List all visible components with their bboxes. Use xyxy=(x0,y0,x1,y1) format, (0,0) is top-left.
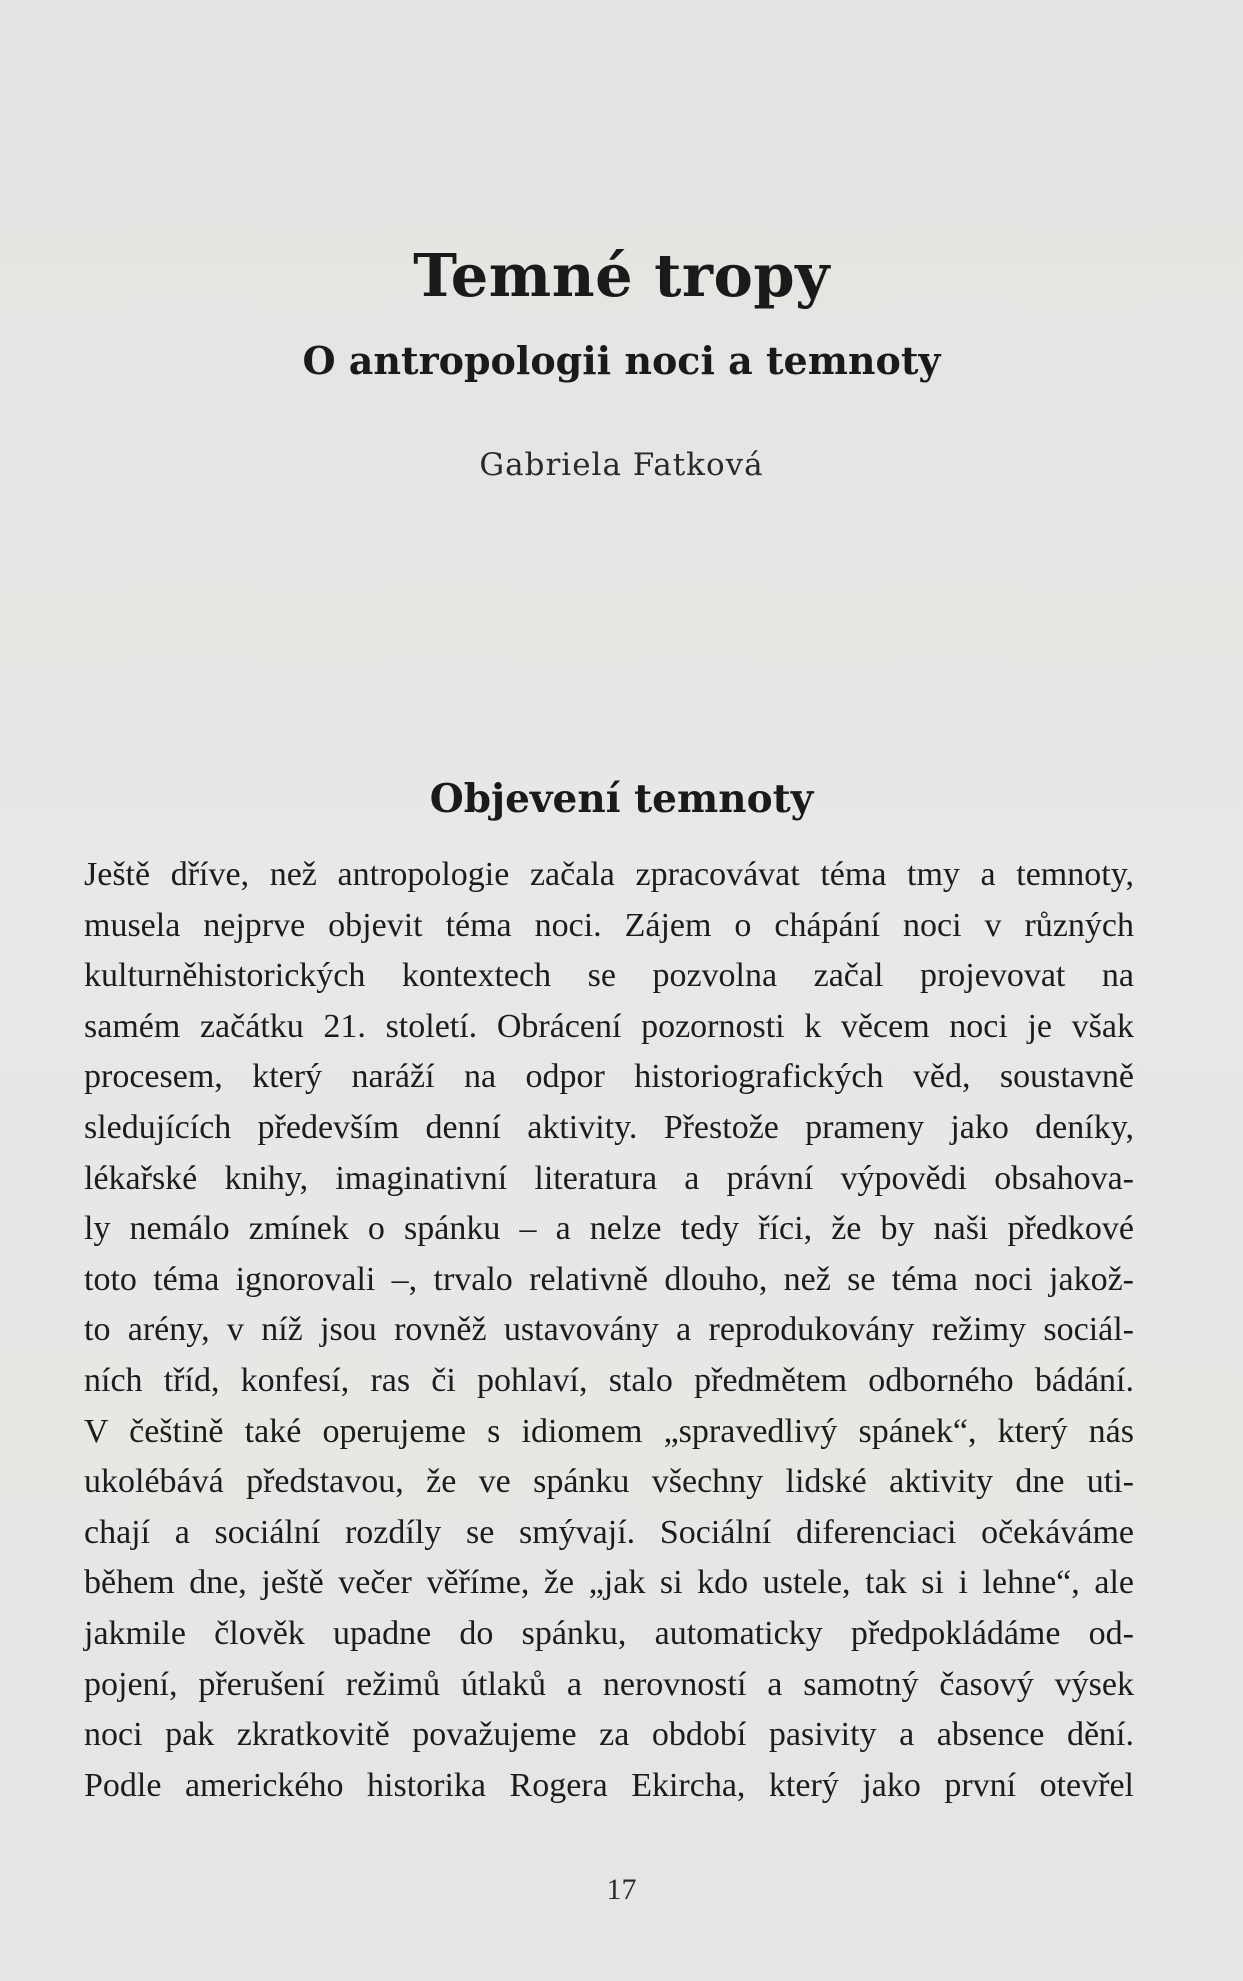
text-line: Ještě dříve, než antropologie začala zpracovávat téma tmy a temnoty, xyxy=(84,856,1134,893)
text-line: kulturněhistorických kontextech se pozvolna začal projevovat na xyxy=(84,957,1134,995)
text-line: noci pak zkratkovitě považujeme za období pasivity a absence dění. xyxy=(84,1716,1134,1754)
text-line: to arény, v níž jsou rovněž ustavovány a reprodukovány režimy sociál- xyxy=(84,1311,1134,1349)
text-line: samém začátku 21. století. Obrácení pozornosti k věcem noci je však xyxy=(84,1007,1134,1045)
text-line: pojení, přerušení režimů útlaků a nerovností a samotný časový výsek xyxy=(84,1665,1134,1703)
chapter-title: Temné tropy xyxy=(413,241,830,310)
text-line: Podle amerického historika Rogera Ekircha, který jako první otevřel xyxy=(84,1766,1134,1804)
section-heading: Objevení temnoty xyxy=(429,776,814,822)
text-line: chají a sociální rozdíly se smývají. Sociální diferenciaci očekáváme xyxy=(84,1513,1134,1551)
text-line: během dne, ještě večer věříme, že „jak si kdo ustele, tak si i lehne“, ale xyxy=(84,1564,1134,1602)
text-line: lékařské knihy, imaginativní literatura a právní výpovědi obsahova- xyxy=(84,1159,1134,1197)
text-line: V češtině také operujeme s idiomem „spravedlivý spánek“, který nás xyxy=(84,1412,1134,1450)
chapter-subtitle: O antropologii noci a temnoty xyxy=(302,338,941,383)
body-paragraph xyxy=(84,850,1134,1811)
text-line: jakmile člověk upadne do spánku, automaticky předpokládáme od- xyxy=(84,1614,1134,1652)
text-line: musela nejprve objevit téma noci. Zájem o chápání noci v různých xyxy=(84,906,1134,944)
text-line: ly nemálo zmínek o spánku – a nelze tedy říci, že by naši předkové xyxy=(84,1210,1134,1248)
author-name: Gabriela Fatková xyxy=(479,447,764,483)
text-line: ních tříd, konfesí, ras či pohlaví, stalo předmětem odborného bádání. xyxy=(84,1361,1134,1399)
text-line: ukolébává představou, že ve spánku všechny lidské aktivity dne uti- xyxy=(84,1463,1134,1501)
text-line: procesem, který naráží na odpor historiografických věd, soustavně xyxy=(84,1058,1134,1096)
text-line: toto téma ignorovali –, trvalo relativně dlouho, než se téma noci jakož- xyxy=(84,1260,1134,1298)
page-number: 17 xyxy=(606,1873,637,1906)
text-line: sledujících především denní aktivity. Přestože prameny jako deníky, xyxy=(84,1108,1134,1146)
